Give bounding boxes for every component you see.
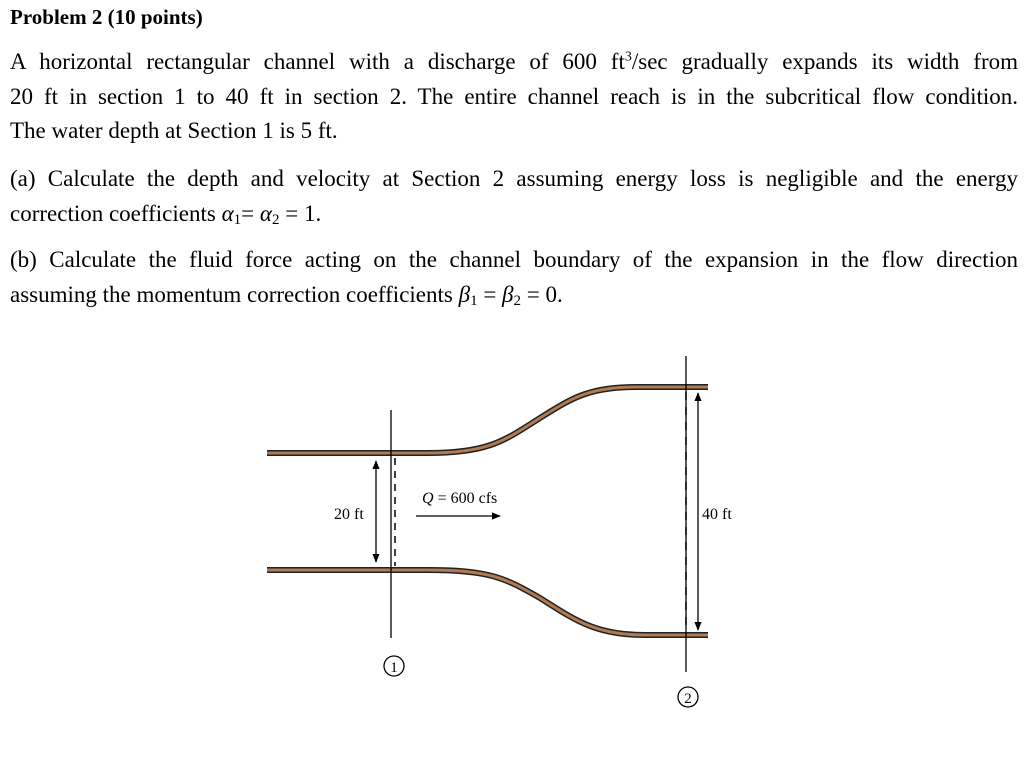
section-2-label: 2 <box>684 691 692 707</box>
upper-channel-wall <box>267 387 708 453</box>
part-a-line-2: correction coefficients $\alpha_1= \alpha_2 = 1$. <box>10 200 322 228</box>
problem-statement <box>10 45 1018 149</box>
section-1-marker <box>384 656 404 676</box>
statement-line-3: The water depth at Section 1 is 5 ft. <box>10 118 338 143</box>
section-1-label: 1 <box>390 660 398 676</box>
part-a <box>10 162 1018 231</box>
section-2-marker <box>678 687 698 707</box>
width-2-label: 40 ft <box>702 506 732 523</box>
alpha-symbol: α <box>221 200 234 226</box>
statement-line-2: 20 ft in section 1 to 40 ft in section 2. The entire channel reach is in the subcritical flow condition. <box>10 83 1018 109</box>
problem-title: Problem 2 (10 points) <box>10 5 203 29</box>
beta-symbol: β <box>458 281 471 307</box>
beta-symbol: β <box>502 281 514 307</box>
part-a-line-1: (a) Calculate the depth and velocity at Section 2 assuming energy loss is negligible and the energy <box>10 166 1018 191</box>
lower-channel-wall <box>267 570 708 635</box>
alpha-symbol: α <box>259 200 272 226</box>
flow-label: Q = 600 cfs <box>422 490 498 507</box>
width-1-label: 20 ft <box>334 506 364 523</box>
part-b <box>10 243 1018 312</box>
statement-line-1: A horizontal rectangular channel with a discharge of 600 $ft^3/\sec$ gradually expands its width from <box>10 49 1019 74</box>
part-b-line-1: (b) Calculate the fluid force acting on the channel boundary of the expansion in the flow direction <box>10 247 1018 272</box>
part-b-line-2: assuming the momentum correction coefficients $\beta_1 = \beta_2 = 0$. <box>10 281 563 309</box>
